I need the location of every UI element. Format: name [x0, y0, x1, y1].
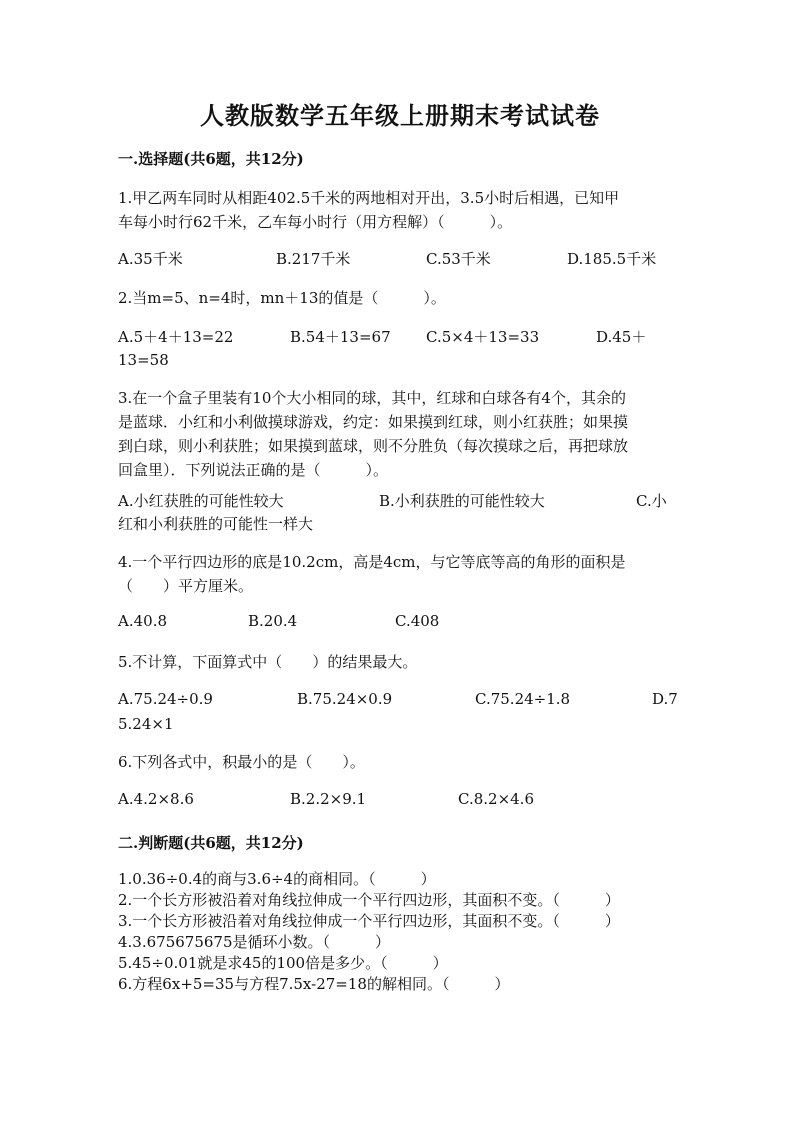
question-1 — [118, 186, 684, 234]
option-c[interactable]: C.75.24÷1.8 — [475, 690, 571, 708]
option-d[interactable]: D.45＋ — [596, 328, 647, 346]
option-a[interactable]: A.小红获胜的可能性较大 — [118, 492, 284, 510]
judgement-item: 3.一个长方形被沿着对角线拉伸成一个平行四边形，其面积不变。（ ） — [118, 912, 620, 930]
option-c[interactable]: C.5×4＋13=33 — [426, 328, 540, 346]
judgement-item: 2.一个长方形被沿着对角线拉伸成一个平行四边形，其面积不变。（ ） — [118, 891, 620, 909]
option-a[interactable]: A.35千米 — [118, 250, 183, 268]
question-6 — [118, 750, 684, 774]
section-heading-choice: 一.选择题(共6题，共12分) — [118, 150, 304, 168]
judgement-item: 4.3.675675675是循环小数。（ ） — [118, 933, 391, 951]
option-b[interactable]: B.2.2×9.1 — [290, 790, 367, 808]
question-1-options — [118, 248, 684, 272]
option-d-continued: 5.24×1 — [118, 715, 174, 733]
option-a[interactable]: A.5＋4＋13=22 — [118, 328, 234, 346]
question-2-options — [118, 326, 684, 350]
option-c[interactable]: C.53千米 — [426, 250, 491, 268]
option-d[interactable]: D.185.5千米 — [567, 250, 657, 268]
question-text: （ ）平方厘米。 — [118, 577, 254, 595]
question-3-options — [118, 490, 684, 514]
question-text: 到白球，则小利获胜；如果摸到蓝球，则不分胜负（每次摸球之后，再把球放 — [118, 437, 629, 455]
option-c[interactable]: C.408 — [395, 612, 440, 630]
judgement-item: 1.0.36÷0.4的商与3.6÷4的商相同。（ ） — [118, 870, 436, 888]
option-c[interactable]: C.小 — [636, 492, 667, 510]
option-b[interactable]: B.20.4 — [248, 612, 298, 630]
option-a[interactable]: A.75.24÷0.9 — [118, 690, 213, 708]
question-2 — [118, 286, 684, 310]
judgement-item: 5.45÷0.01就是求45的100倍是多少。（ ） — [118, 954, 448, 972]
option-c[interactable]: C.8.2×4.6 — [458, 790, 534, 808]
option-a[interactable]: A.40.8 — [118, 612, 167, 630]
question-text: 4.一个平行四边形的底是10.2cm，高是4cm，与它等底等高的角形的面积是 — [118, 553, 626, 571]
question-text: 2.当m=5、n=4时，mn＋13的值是（ ）。 — [118, 289, 446, 307]
question-text: 1.甲乙两车同时从相距402.5千米的两地相对开出，3.5小时后相遇，已知甲 — [118, 189, 620, 207]
option-d[interactable]: D.7 — [652, 690, 678, 708]
question-text: 回盒里）．下列说法正确的是（ ）。 — [118, 461, 389, 479]
question-3 — [118, 386, 684, 482]
question-6-options — [118, 790, 684, 814]
option-d-continued: 13=58 — [118, 351, 169, 369]
option-c-continued: 红和小利获胜的可能性一样大 — [118, 515, 314, 533]
question-text: 6.下列各式中，积最小的是（ ）。 — [118, 753, 365, 771]
option-b[interactable]: B.75.24×0.9 — [297, 690, 393, 708]
question-5-options — [118, 690, 684, 714]
question-4 — [118, 550, 684, 598]
section-heading-judgement: 二.判断题(共6题，共12分) — [118, 834, 304, 852]
question-4-options — [118, 612, 684, 636]
option-b[interactable]: B.217千米 — [276, 250, 351, 268]
judgement-item: 6.方程6x+5=35与方程7.5x-27=18的解相同。（ ） — [118, 975, 510, 993]
option-b[interactable]: B.54＋13=67 — [290, 328, 391, 346]
option-a[interactable]: A.4.2×8.6 — [118, 790, 194, 808]
exam-title: 人教版数学五年级上册期末考试试卷 — [200, 101, 600, 130]
question-5 — [118, 650, 684, 674]
question-text: 3.在一个盒子里装有10个大小相同的球，其中，红球和白球各有4个，其余的 — [118, 389, 626, 407]
question-text: 5.不计算，下面算式中（ ）的结果最大。 — [118, 653, 418, 671]
option-b[interactable]: B.小利获胜的可能性较大 — [379, 492, 545, 510]
question-text: 车每小时行62千米，乙车每小时行（用方程解）（ ）。 — [118, 213, 513, 231]
question-text: 是蓝球．小红和小利做摸球游戏，约定：如果摸到红球，则小红获胜；如果摸 — [118, 413, 629, 431]
